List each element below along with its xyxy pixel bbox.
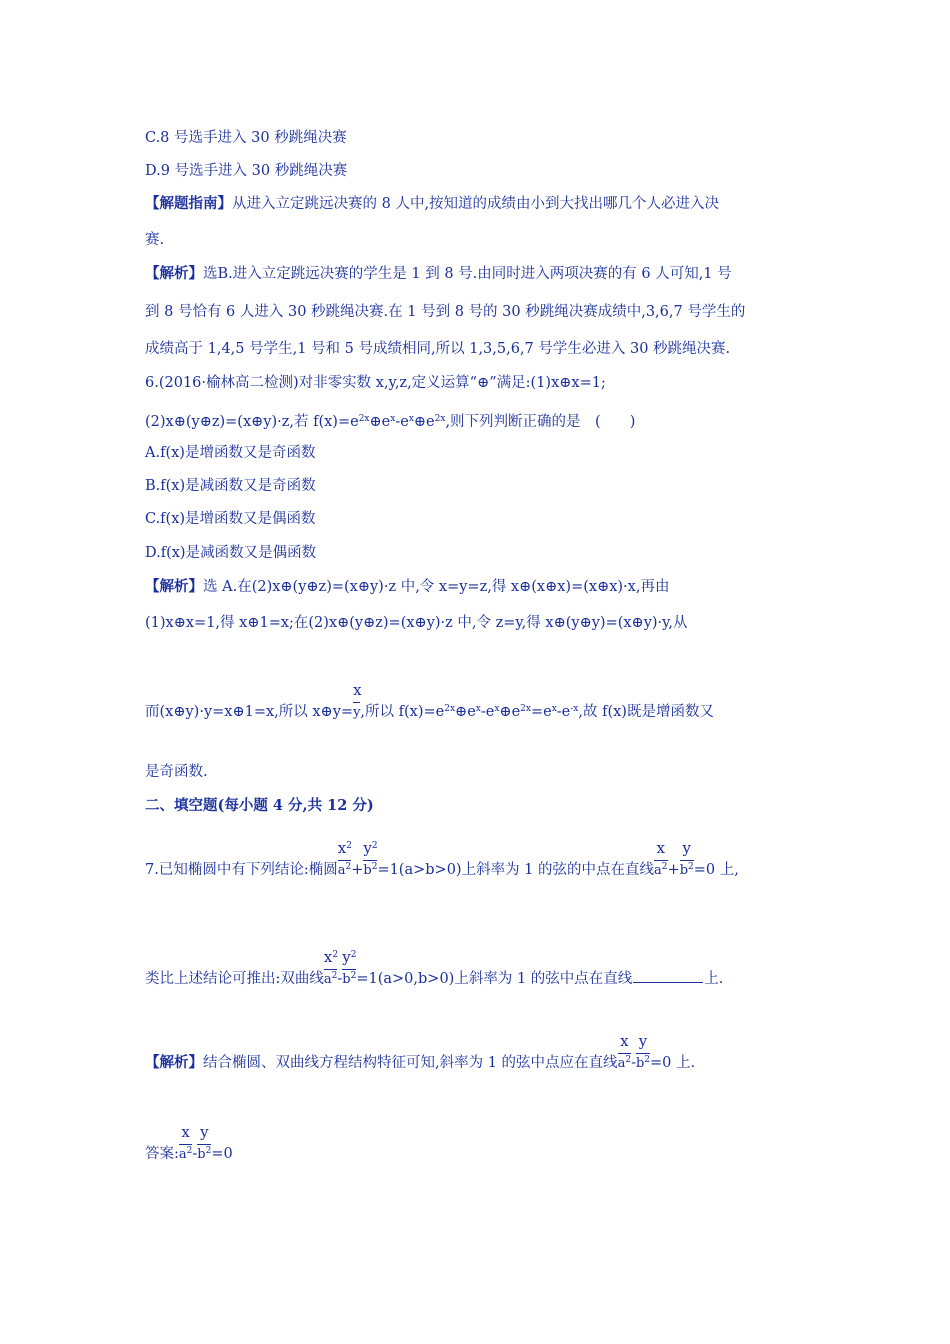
denominator: $a^2$ bbox=[654, 862, 668, 878]
section-heading: 二、填空题(每小题 4 分,共 12 分) bbox=[145, 797, 374, 814]
q6-solution-line-4: 是奇函数. bbox=[145, 764, 208, 780]
q5-solution-line-3: 成绩高于 1,4,5 号学生,1 号和 5 号成绩相同,所以 1,3,5,6,7 号学生必进入 30 秒跳绳决赛. bbox=[145, 341, 731, 357]
fraction-x-over-a2 bbox=[654, 839, 668, 881]
numerator: y bbox=[680, 838, 694, 861]
guide-tag: 【解题指南】 bbox=[145, 195, 232, 212]
q6-stem-line-1: 6.(2016·榆林高二检测)对非零实数 x,y,z,定义运算“⊕”满足:(1)x⊕x=1; bbox=[145, 375, 606, 391]
q7-text: =1(a>b>0)上斜率为 1 的弦的中点在直线 bbox=[377, 862, 655, 878]
denominator: y bbox=[353, 705, 361, 720]
solution-text: 而(x⊕y)·y=x⊕1=x,所以 x⊕y= bbox=[145, 704, 354, 720]
denominator: $a^2$ bbox=[337, 862, 352, 878]
exp-x: x bbox=[408, 414, 414, 424]
solution-text: 选 A.在(2)x⊕(y⊕z)=(x⊕y)·z 中,令 x=y=z,得 x⊕(x⊕x)=(x⊕x)·x,再由 bbox=[203, 579, 670, 595]
fraction-y-over-b2 bbox=[197, 1123, 212, 1165]
answer-tag: 答案: bbox=[145, 1146, 179, 1162]
fraction-y-over-b2 bbox=[635, 1032, 651, 1074]
minus: - bbox=[631, 1055, 636, 1071]
denominator: $b^2$ bbox=[342, 971, 357, 987]
q6-option-c: C.f(x)是增函数又是偶函数 bbox=[145, 511, 316, 527]
q7-text: =0 上, bbox=[693, 862, 739, 878]
fraction-x-over-a2 bbox=[178, 1123, 193, 1165]
solution-text: ,故 f(x)既是增函数又 bbox=[578, 704, 714, 720]
fraction-x-over-y bbox=[353, 681, 362, 723]
q6-op: ⊕e bbox=[413, 414, 435, 430]
plus: + bbox=[351, 862, 364, 878]
exp-neg-x: -x bbox=[570, 704, 579, 714]
solution-text: 结合椭圆、双曲线方程结构特征可知,斜率为 1 的弦中点应在直线 bbox=[203, 1055, 618, 1071]
solution-tag: 【解析】 bbox=[145, 1054, 203, 1071]
fraction-x2-over-a2 bbox=[323, 948, 339, 990]
numerator: y bbox=[636, 1031, 650, 1054]
numerator: x bbox=[353, 680, 360, 703]
q6-option-b: B.f(x)是减函数又是奇函数 bbox=[145, 478, 316, 494]
exp-2x: 2x bbox=[444, 704, 456, 714]
exp-x: x bbox=[475, 704, 481, 714]
q7-text: =1(a>0,b>0)上斜率为 1 的弦中点在直线 bbox=[356, 971, 633, 987]
q7-stem-line-2 bbox=[145, 948, 724, 990]
q7-answer bbox=[145, 1123, 233, 1165]
denominator: $a^2$ bbox=[178, 1146, 193, 1162]
fraction-y2-over-b2 bbox=[363, 839, 378, 881]
q5-guide-line-2: 赛. bbox=[145, 232, 165, 248]
q5-guide-line-1 bbox=[145, 194, 805, 214]
numerator: $x^2$ bbox=[324, 945, 338, 970]
guide-text: 从进入立定跳远决赛的 8 人中,按知道的成绩由小到大找出哪几个人必进入决 bbox=[232, 196, 720, 212]
q6-stem-end: ,则下列判断正确的是 ( ) bbox=[445, 414, 636, 430]
q5-solution-line-2: 到 8 号恰有 6 人进入 30 秒跳绳决赛.在 1 号到 8 号的 30 秒跳绳决赛成绩中,3,6,7 号学生的 bbox=[145, 304, 746, 320]
exp-x: x bbox=[390, 414, 396, 424]
q6-solution-line-2: (1)x⊕x=1,得 x⊕1=x;在(2)x⊕(y⊕z)=(x⊕y)·z 中,令 z=y,得 x⊕(y⊕y)=(x⊕y)·y,从 bbox=[145, 615, 688, 631]
q6-stem-text: (2)x⊕(y⊕z)=(x⊕y)·z,若 f(x)=e bbox=[145, 414, 359, 430]
minus: - bbox=[192, 1146, 198, 1162]
q6-stem-line-2 bbox=[145, 409, 635, 432]
op: ⊕e bbox=[455, 704, 476, 720]
op: =e bbox=[530, 704, 552, 720]
q7-solution bbox=[145, 1032, 696, 1074]
fraction-x-over-a2 bbox=[617, 1032, 632, 1074]
fraction-y2-over-b2 bbox=[342, 948, 357, 990]
solution-text: 选B.进入立定跳远决赛的学生是 1 到 8 号.由同时进入两项决赛的有 6 人可知,1 号 bbox=[203, 266, 732, 282]
q6-option-a: A.f(x)是增函数又是奇函数 bbox=[145, 445, 316, 461]
denominator: $a^2$ bbox=[617, 1055, 632, 1071]
denominator: $b^2$ bbox=[197, 1146, 212, 1162]
exp-2x: 2x bbox=[358, 414, 370, 424]
numerator: $x^2$ bbox=[338, 836, 352, 861]
op: ⊕e bbox=[499, 704, 521, 720]
numerator: $y^2$ bbox=[342, 945, 356, 970]
denominator: $b^2$ bbox=[679, 862, 694, 878]
op: -e bbox=[556, 704, 571, 720]
q6-solution-line-3 bbox=[145, 681, 714, 723]
q5-option-d: D.9 号选手进入 30 秒跳绳决赛 bbox=[145, 163, 348, 179]
solution-tag: 【解析】 bbox=[145, 578, 203, 595]
fraction-y-over-b2 bbox=[679, 839, 694, 881]
solution-text: =0 上. bbox=[650, 1055, 696, 1071]
answer-text: =0 bbox=[211, 1146, 233, 1162]
q6-op: -e bbox=[395, 414, 409, 430]
q6-option-d: D.f(x)是减函数又是偶函数 bbox=[145, 545, 317, 561]
numerator: x bbox=[179, 1122, 193, 1145]
q7-text: 上. bbox=[704, 971, 724, 987]
op: -e bbox=[480, 704, 495, 720]
q6-op: ⊕e bbox=[369, 414, 391, 430]
numerator: $y^2$ bbox=[363, 836, 377, 861]
denominator: $b^2$ bbox=[635, 1055, 651, 1071]
numerator: x bbox=[618, 1031, 632, 1054]
exp-2x: 2x bbox=[434, 414, 446, 424]
numerator: x bbox=[654, 838, 668, 861]
plus: + bbox=[667, 862, 680, 878]
q6-solution-line-1 bbox=[145, 577, 669, 597]
numerator: y bbox=[197, 1122, 211, 1145]
answer-blank[interactable] bbox=[633, 968, 703, 983]
fraction-x2-over-a2 bbox=[337, 839, 352, 881]
q7-stem-line-1 bbox=[145, 839, 739, 881]
solution-tag: 【解析】 bbox=[145, 265, 203, 282]
q7-text: 类比上述结论可推出:双曲线 bbox=[145, 971, 324, 987]
solution-text: ,所以 f(x)=e bbox=[360, 704, 445, 720]
denominator: $a^2$ bbox=[323, 971, 338, 987]
q7-text: 7.已知椭圆中有下列结论:椭圆 bbox=[145, 862, 338, 878]
minus: - bbox=[337, 971, 343, 987]
q5-option-c: C.8 号选手进入 30 秒跳绳决赛 bbox=[145, 130, 347, 146]
denominator: $b^2$ bbox=[363, 862, 378, 878]
q5-solution-line-1 bbox=[145, 264, 732, 284]
exp-x: x bbox=[494, 704, 500, 714]
exp-2x: 2x bbox=[520, 704, 531, 714]
exp-x: x bbox=[551, 704, 557, 714]
